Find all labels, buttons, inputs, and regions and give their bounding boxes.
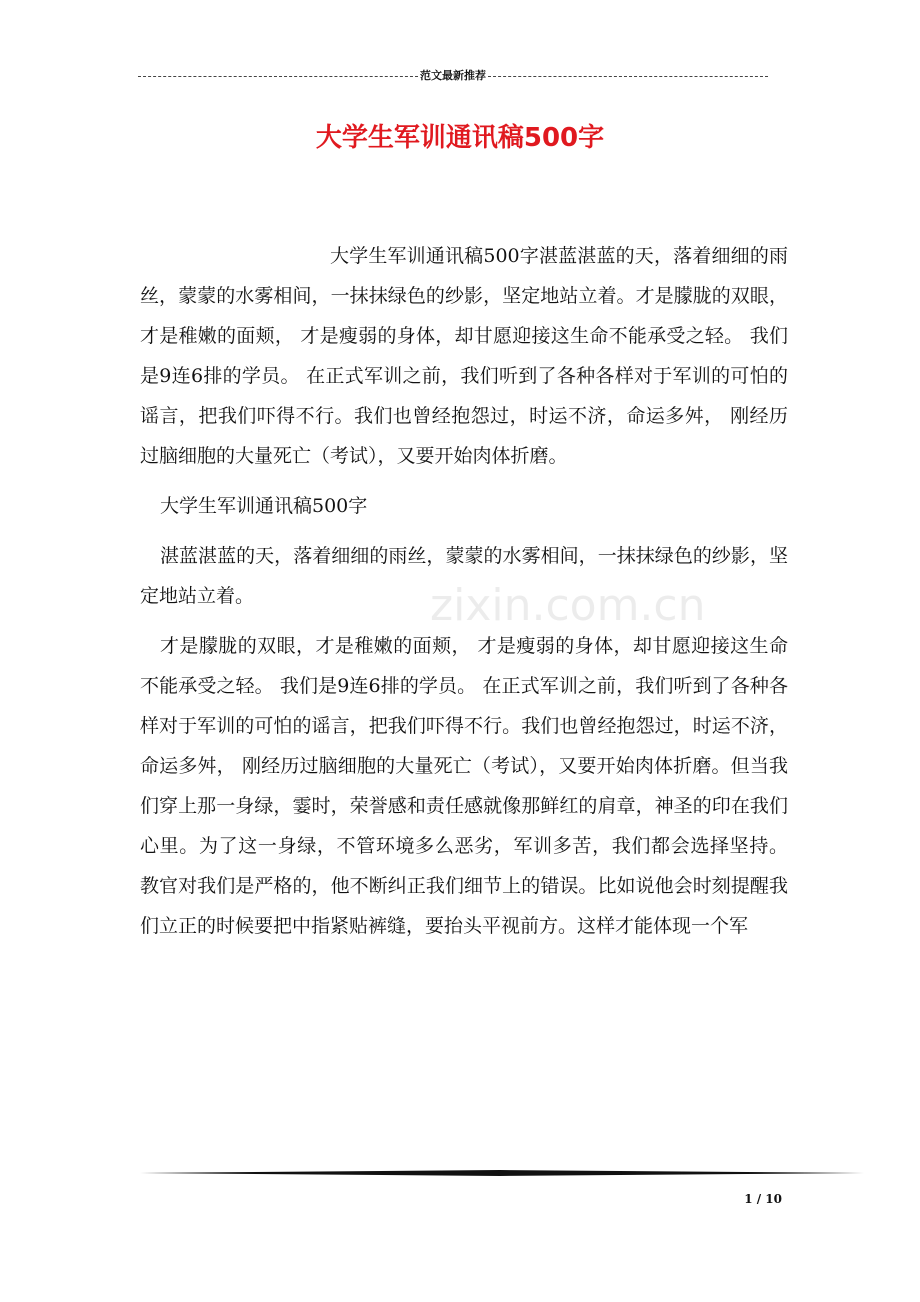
header-dashed-line-right <box>488 76 768 77</box>
watermark-text: zixin.com.cn <box>430 580 706 631</box>
header-dashed-line-left <box>138 76 418 77</box>
paragraph-1: 大学生军训通讯稿500字湛蓝湛蓝的天，落着细细的雨丝，蒙蒙的水雾相间，一抹抹绿色的纱影，坚定地站立着。才是朦胧的双眼，才是稚嫩的面颊， 才是瘦弱的身体，却甘愿迎接这生命不能承受之轻。 我们是9连6排的学员。 在正式军训之前，我们听到了各种各样对于军训的可怕的谣言，把我们吓得不行。我们也曾经抱怨过，时运不济，命运多舛， 刚经历过脑细胞的大量死亡（考试），又要开始肉体折磨。 <box>140 245 788 467</box>
header-label: 范文最新推荐 <box>420 69 486 82</box>
document-body <box>140 236 788 956</box>
paragraph-2: 大学生军训通讯稿500字 <box>160 495 368 517</box>
page-header <box>138 68 768 84</box>
document-title: 大学生军训通讯稿500字 <box>315 123 605 153</box>
footer-rule <box>140 1170 864 1176</box>
footer-rule-line <box>140 1170 864 1176</box>
paragraph-4: 才是朦胧的双眼，才是稚嫩的面颊， 才是瘦弱的身体，却甘愿迎接这生命不能承受之轻。 我们是9连6排的学员。 在正式军训之前，我们听到了各种各样对于军训的可怕的谣言，把我们吓得不行。我们也曾经抱怨过，时运不济，命运多舛， 刚经历过脑细胞的大量死亡（考试），又要开始肉体折磨。但当我们穿上那一身绿，霎时，荣誉感和责任感就像那鲜红的肩章，神圣的印在我们心里。为了这一身绿，不管环境多么恶劣，军训多苦，我们都会选择坚持。 教官对我们是严格的，他不断纠正我们细节上的错误。比如说他会时刻提醒我们立正的时候要把中指紧贴裤缝，要抬头平视前方。这样才能体现一个军 <box>140 635 788 937</box>
paragraph-3: 湛蓝湛蓝的天，落着细细的雨丝，蒙蒙的水雾相间，一抹抹绿色的纱影，坚定地站立着。 <box>140 545 788 607</box>
page-number: 1 / 10 <box>744 1192 782 1206</box>
